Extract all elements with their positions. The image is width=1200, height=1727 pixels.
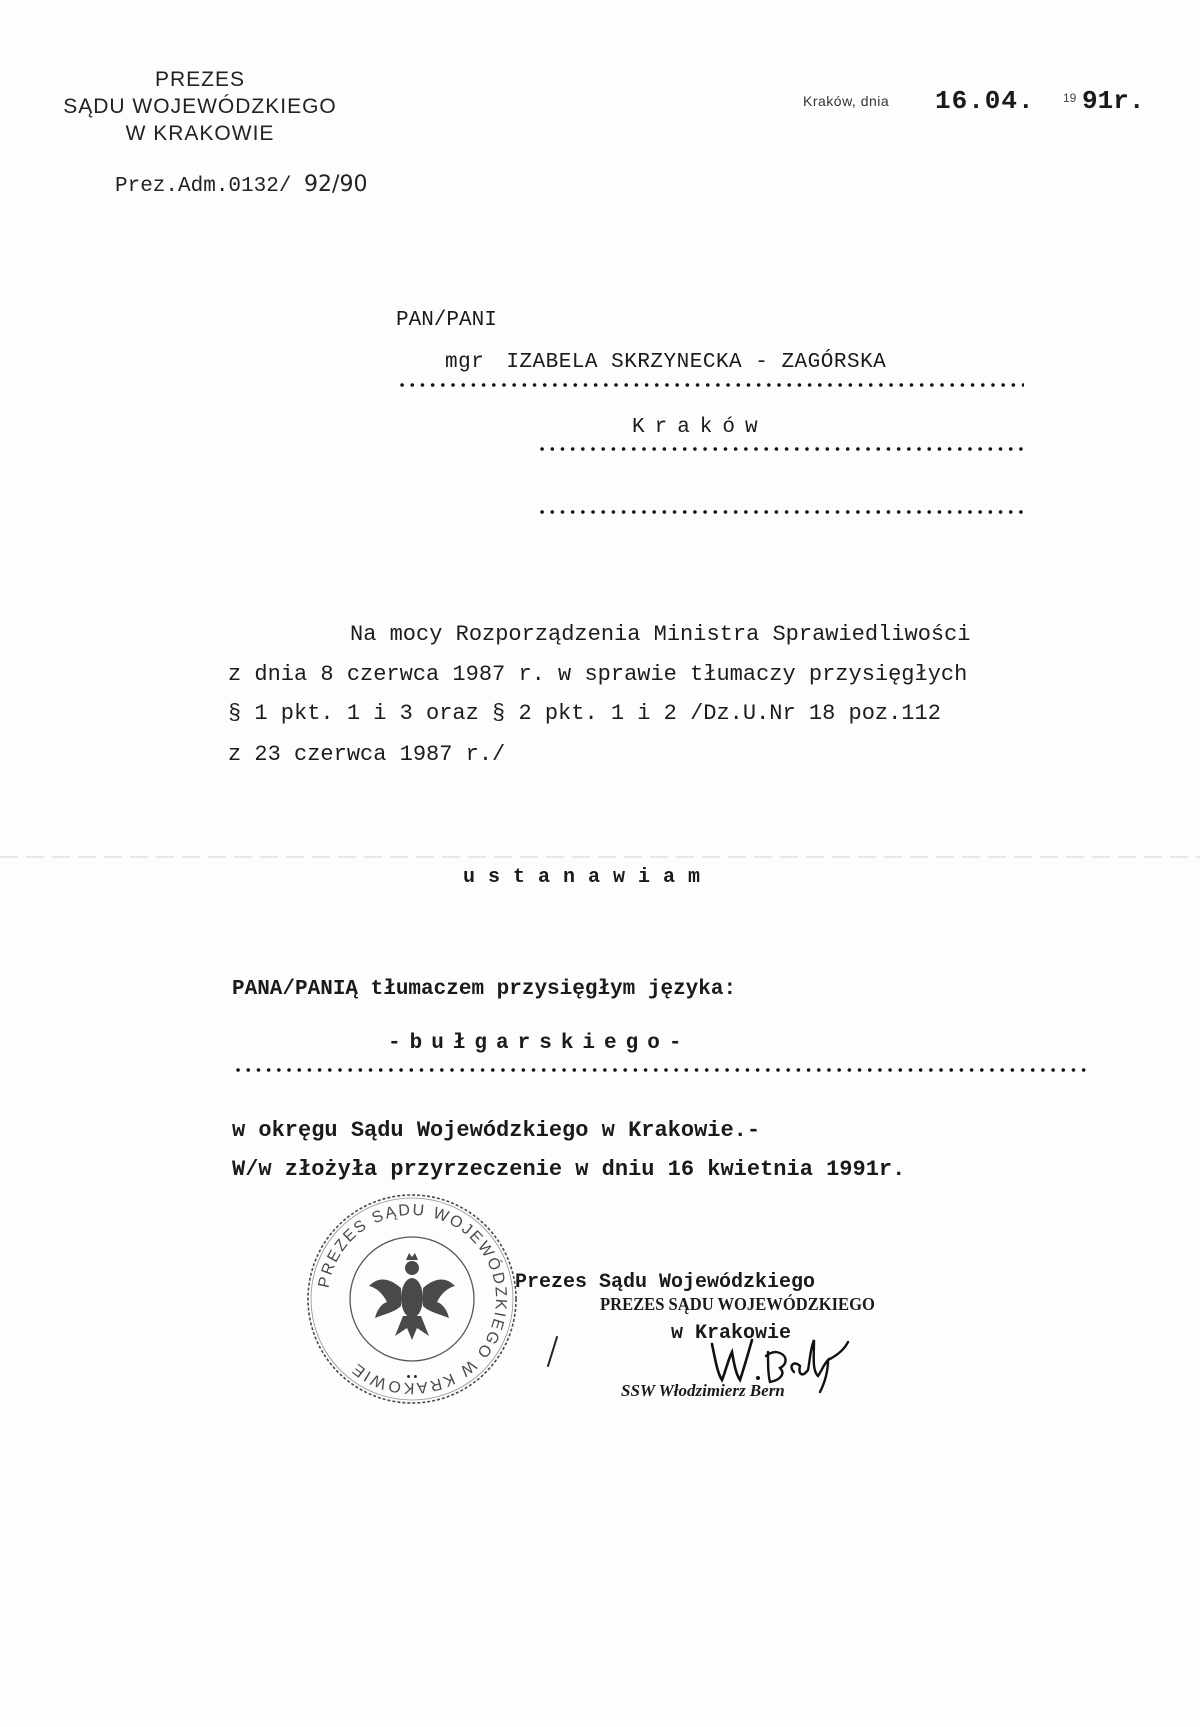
letterhead-line-2: SĄDU WOJEWÓDZKIEGO [63, 95, 337, 118]
reference-handwritten: 92/90 [304, 172, 368, 197]
letterhead-line-3: W KRAKOWIE [125, 122, 275, 145]
date-place: Kraków, dnia [803, 93, 890, 109]
language-name: -bułgarskiego- [388, 1032, 691, 1055]
dotted-line-name [397, 382, 1024, 388]
date-year-suffix [1082, 86, 1144, 116]
salutation: PAN/PANI [396, 309, 497, 332]
body-line-3: § 1 pkt. 1 i 3 oraz § 2 pkt. 1 i 2 /Dz.U.Nr 18 poz.112 [228, 701, 941, 726]
body-line-4: z 23 czerwca 1987 r./ [228, 742, 506, 767]
signature-title: Prezes Sądu Wojewódzkiego [515, 1271, 816, 1294]
addressee-name: IZABELA SKRZYNECKA - ZAGÓRSKA [506, 351, 887, 374]
signature-city: w Krakowie [671, 1322, 792, 1345]
dotted-line-city [537, 446, 1024, 452]
district-line: w okręgu Sądu Wojewódzkiego w Krakowie.- [232, 1118, 761, 1143]
addressee-city: Kraków [632, 416, 768, 439]
seal-text: PREZES SĄDU WOJEWÓDZKIEGO W KRAKOWIE [315, 1201, 510, 1397]
signatory-name-stamp: SSW Włodzimierz Bern [621, 1381, 785, 1400]
body-line-2: z dnia 8 czerwca 1987 r. w sprawie tłumaczy przysięgłych [228, 662, 968, 687]
svg-text:• •: • • [406, 1371, 418, 1383]
date-r-suffix: 1r. [1097, 86, 1145, 116]
date-year-prefix: 19 [1063, 91, 1077, 105]
dotted-line-language [233, 1067, 1090, 1073]
signature-stamp-title: PREZES SĄDU WOJEWÓDZKIEGO [600, 1294, 875, 1314]
appointment-line: PANA/PANIĄ tłumaczem przysięgłym języka: [232, 978, 737, 1001]
oath-line: W/w złożyła przyrzeczenie w dniu 16 kwietnia 1991r. [232, 1157, 906, 1182]
paper-fold-line [0, 856, 1200, 858]
letterhead [40, 66, 360, 147]
reference-prefix: Prez.Adm.0132/ [115, 175, 292, 198]
decree-word: ustanawiam [463, 866, 714, 889]
dotted-line-extra [537, 509, 1024, 515]
date-year-digit: 9 [1082, 86, 1098, 116]
date-day-month: 16.04. [935, 86, 1035, 116]
pen-mark [545, 1335, 559, 1369]
addressee-line [445, 351, 886, 374]
addressee-title: mgr [445, 351, 485, 374]
eagle-emblem-icon [369, 1253, 455, 1340]
reference-number [115, 172, 367, 198]
official-seal [303, 1190, 521, 1408]
body-line-1: Na mocy Rozporządzenia Ministra Sprawiedliwości [350, 622, 971, 647]
letterhead-line-1: PREZES [154, 68, 246, 91]
